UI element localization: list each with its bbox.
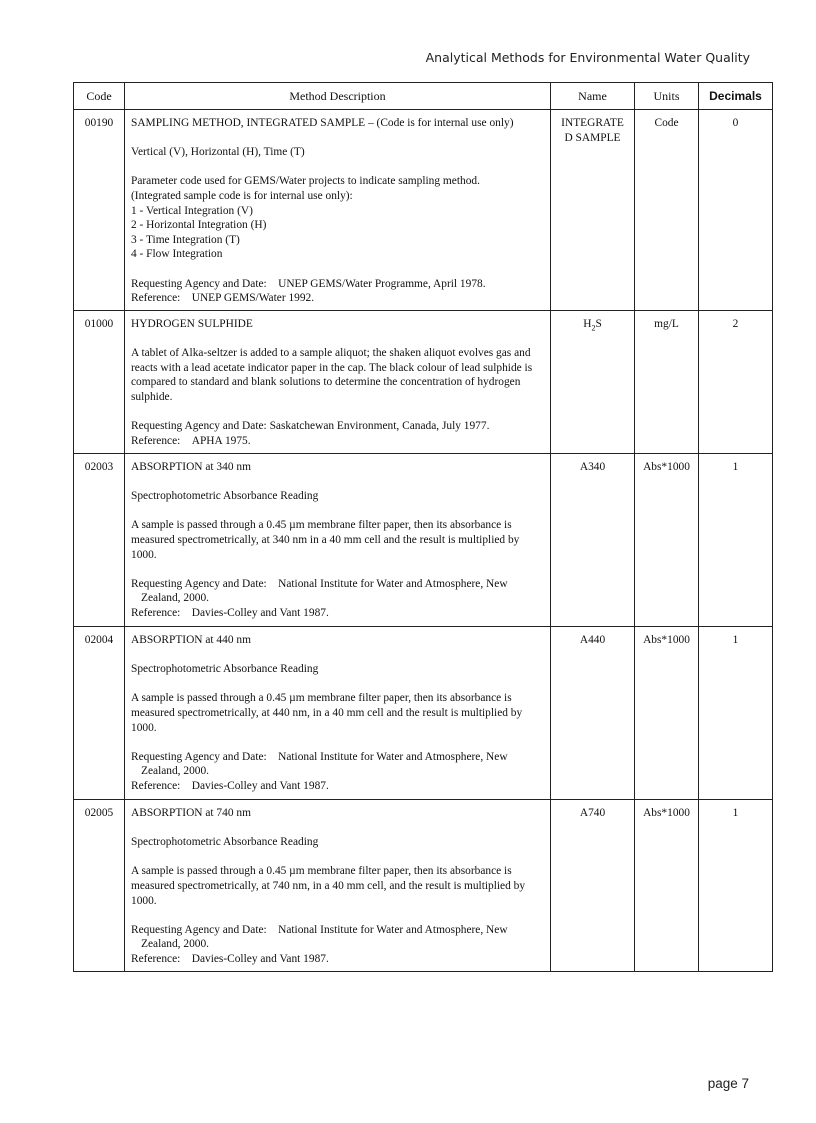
method-subtitle: Vertical (V), Horizontal (H), Time (T) [131, 146, 305, 159]
method-body: A sample is passed through a 0.45 µm membrane filter paper, then its absorbance is measured spectrometrically, at 340 nm in a 40 mm cell and the result is multiplied by 1000. [131, 519, 520, 561]
method-title: ABSORPTION at 340 nm [131, 461, 251, 473]
method-subtitle: Spectrophotometric Absorbance Reading [131, 836, 319, 849]
reference-label: Reference: [131, 434, 181, 447]
cell-code: 02004 [74, 627, 125, 800]
cell-description [125, 454, 551, 627]
reference-label: Reference: [131, 952, 181, 965]
cell-name: A340 [551, 454, 635, 627]
agency-value-continued: Zealand, 2000. [141, 592, 210, 605]
table-header-row [74, 83, 773, 110]
cell-code: 02005 [74, 800, 125, 972]
method-body [131, 174, 544, 262]
agency-value-continued: Zealand, 2000. [141, 938, 210, 951]
reference-label: Reference: [131, 292, 181, 305]
reference-label: Reference: [131, 606, 181, 619]
formula-subscript: 2 [591, 323, 596, 333]
method-title: ABSORPTION at 740 nm [131, 807, 251, 819]
body-line: Parameter code used for GEMS/Water projects to indicate sampling method. [131, 175, 480, 188]
column-header-name: Name [551, 83, 635, 110]
body-line: (Integrated sample code is for internal use only): [131, 189, 353, 202]
cell-decimals: 1 [699, 454, 773, 627]
cell-description [125, 800, 551, 972]
column-header-decimals: Decimals [699, 83, 773, 110]
agency-label: Requesting Agency and Date: [131, 420, 267, 433]
table-row [74, 800, 773, 972]
agency-value: National Institute for Water and Atmosphere, New [278, 577, 508, 590]
method-title: SAMPLING METHOD, INTEGRATED SAMPLE – (Code is for internal use only) [131, 117, 514, 129]
cell-name [551, 311, 635, 454]
method-body: A tablet of Alka-seltzer is added to a sample aliquot; the shaken aliquot evolves gas and reacts with a lead acetate indicator paper in the cap. The black colour of lead sulphide is compared to standard and blank solutions to determine the concentration of hydrogen sulphide. [131, 347, 533, 403]
method-citation [131, 923, 544, 967]
agency-label: Requesting Agency and Date: [131, 750, 267, 763]
reference-value: Davies-Colley and Vant 1987. [191, 952, 329, 965]
method-title: HYDROGEN SULPHIDE [131, 318, 253, 330]
cell-units: mg/L [635, 311, 699, 454]
method-citation [131, 419, 544, 448]
cell-decimals: 1 [699, 627, 773, 800]
formula-base: H [583, 318, 592, 330]
method-body: A sample is passed through a 0.45 µm membrane filter paper, then its absorbance is measured spectrometrically, at 740 nm, in a 40 mm cell, and the result is multiplied by 1000. [131, 865, 526, 907]
methods-table [73, 82, 773, 972]
reference-value: UNEP GEMS/Water 1992. [191, 292, 315, 305]
method-subtitle: Spectrophotometric Absorbance Reading [131, 663, 319, 676]
method-subtitle: Spectrophotometric Absorbance Reading [131, 490, 319, 503]
cell-name: A440 [551, 627, 635, 800]
agency-label: Requesting Agency and Date: [131, 277, 267, 290]
cell-description [125, 311, 551, 454]
cell-name: INTEGRATE D SAMPLE [551, 110, 635, 311]
cell-name: A740 [551, 800, 635, 972]
reference-value: Davies-Colley and Vant 1987. [191, 779, 329, 792]
method-body: A sample is passed through a 0.45 µm membrane filter paper, then its absorbance is measured spectrometrically, at 440 nm, in a 40 mm cell and the result is multiplied by 1000. [131, 692, 523, 734]
page-header-title: Analytical Methods for Environmental Water Quality [425, 50, 750, 65]
method-title: ABSORPTION at 440 nm [131, 634, 251, 646]
method-citation [131, 577, 544, 621]
body-line: 3 - Time Integration (T) [131, 233, 240, 246]
table-row [74, 454, 773, 627]
cell-decimals: 2 [699, 311, 773, 454]
agency-value: National Institute for Water and Atmosphere, New [278, 923, 508, 936]
agency-value: National Institute for Water and Atmosphere, New [278, 750, 508, 763]
column-header-description: Method Description [125, 83, 551, 110]
cell-units: Abs*1000 [635, 454, 699, 627]
body-line: 4 - Flow Integration [131, 248, 223, 261]
body-line: 1 - Vertical Integration (V) [131, 204, 253, 217]
reference-value: APHA 1975. [191, 434, 251, 447]
method-citation [131, 750, 544, 794]
cell-decimals: 0 [699, 110, 773, 311]
formula-tail: S [595, 318, 602, 330]
cell-code: 01000 [74, 311, 125, 454]
agency-label: Requesting Agency and Date: [131, 577, 267, 590]
body-line: 2 - Horizontal Integration (H) [131, 219, 267, 232]
cell-code: 02003 [74, 454, 125, 627]
table-row [74, 627, 773, 800]
agency-value: UNEP GEMS/Water Programme, April 1978. [278, 277, 486, 290]
table-row [74, 311, 773, 454]
cell-description [125, 110, 551, 311]
table-row [74, 110, 773, 311]
method-citation [131, 277, 544, 306]
cell-description [125, 627, 551, 800]
reference-label: Reference: [131, 779, 181, 792]
cell-units: Code [635, 110, 699, 311]
cell-code: 00190 [74, 110, 125, 311]
page-number: page 7 [707, 1076, 749, 1091]
agency-value: Saskatchewan Environment, Canada, July 1977. [269, 420, 490, 433]
cell-decimals: 1 [699, 800, 773, 972]
agency-label: Requesting Agency and Date: [131, 923, 267, 936]
agency-value-continued: Zealand, 2000. [141, 765, 210, 778]
cell-units: Abs*1000 [635, 627, 699, 800]
reference-value: Davies-Colley and Vant 1987. [191, 606, 329, 619]
column-header-units: Units [635, 83, 699, 110]
column-header-code: Code [74, 83, 125, 110]
cell-units: Abs*1000 [635, 800, 699, 972]
